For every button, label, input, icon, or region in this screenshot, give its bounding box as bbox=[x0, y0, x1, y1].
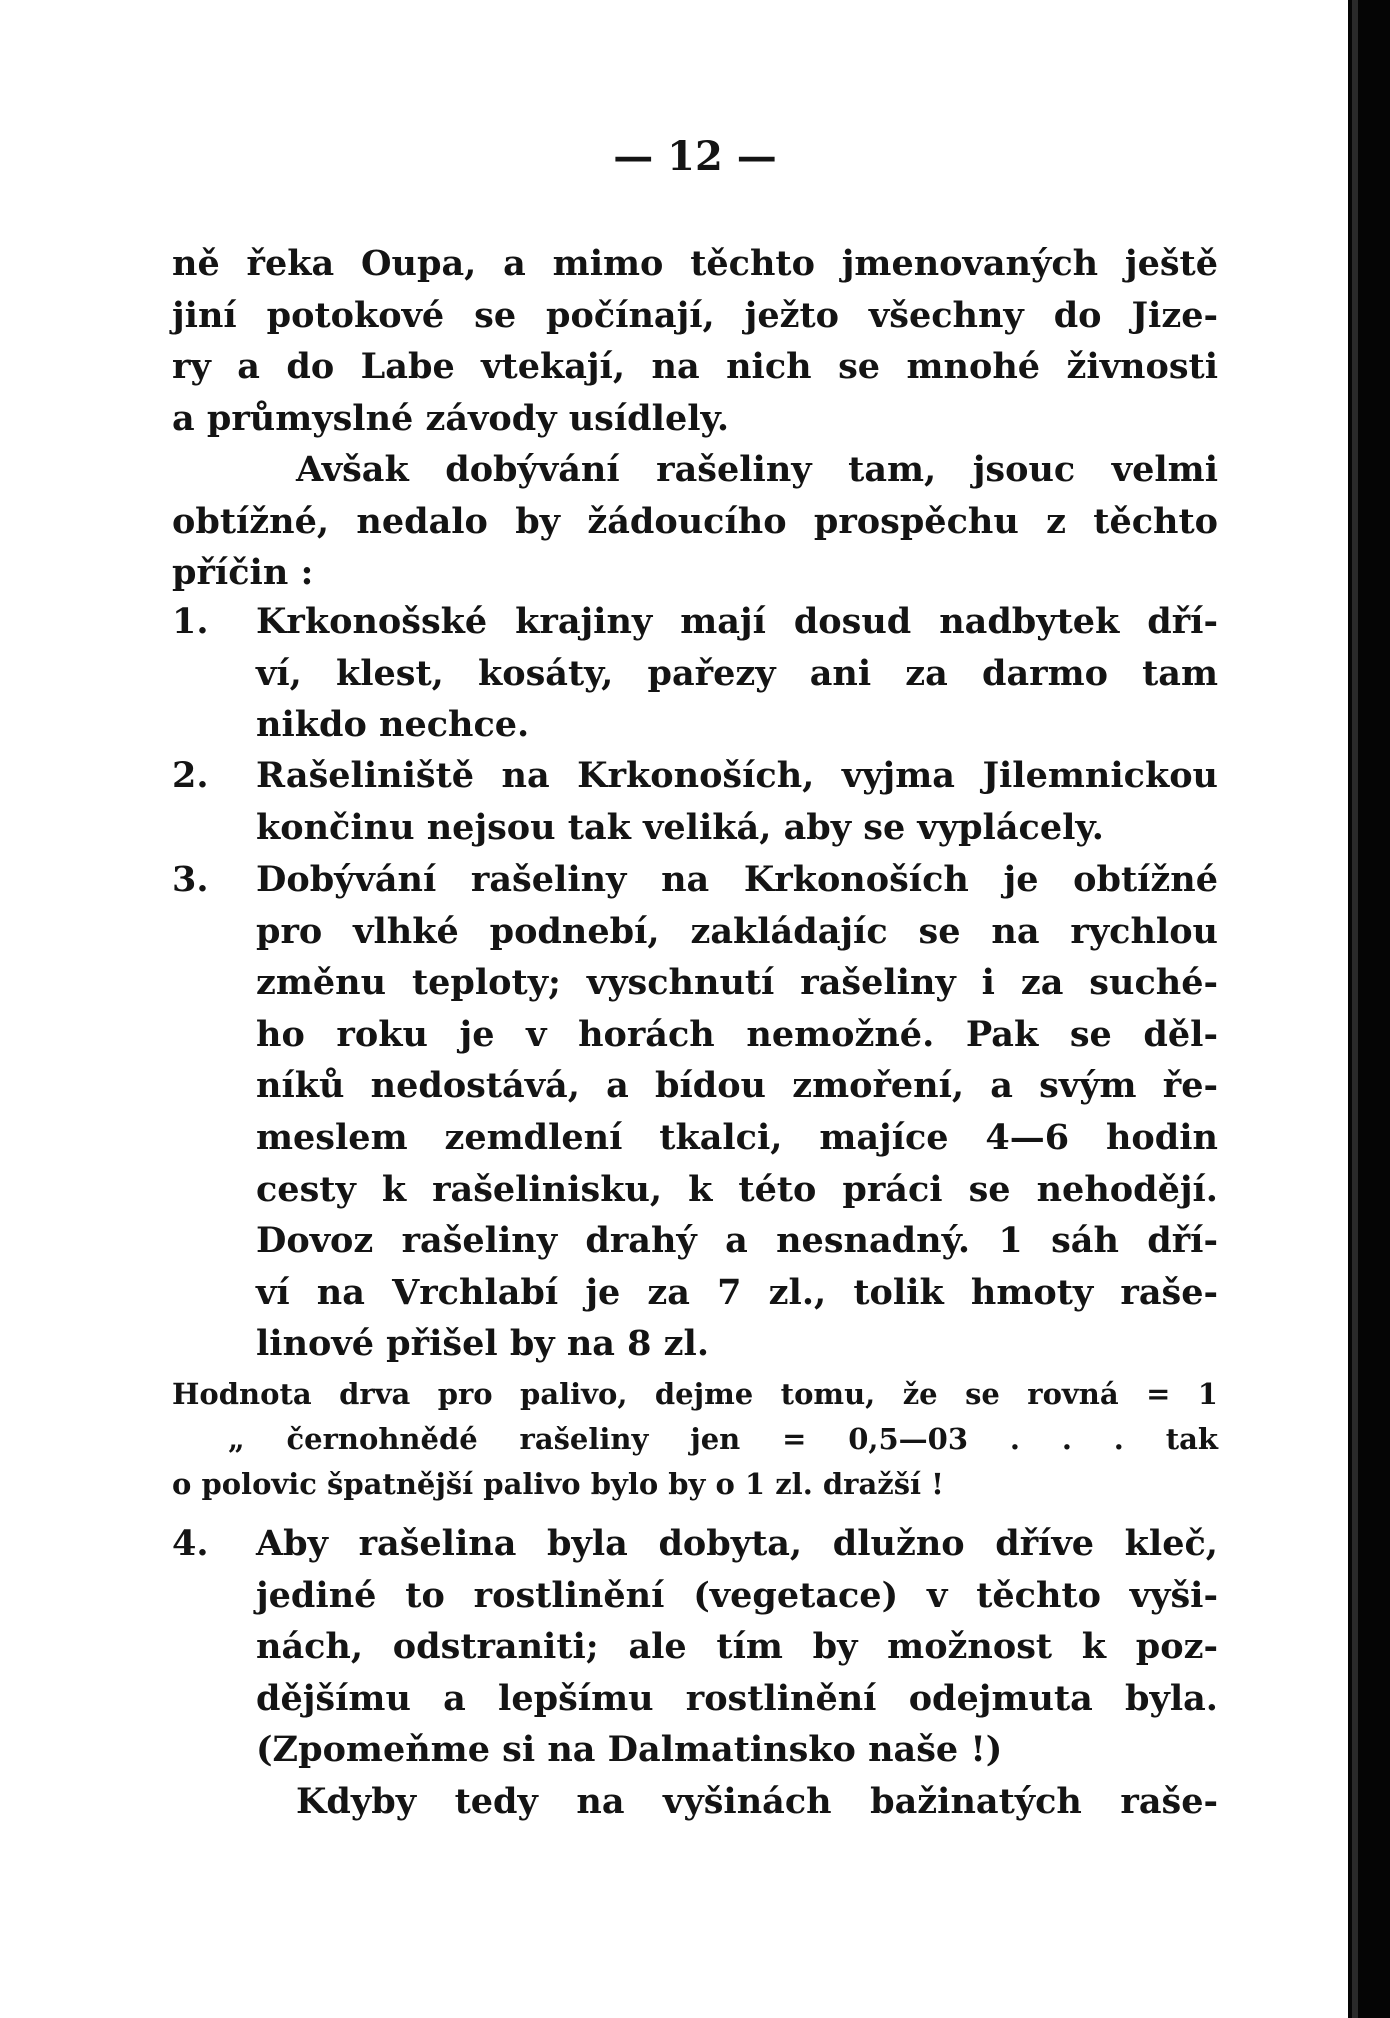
text-line: Rašeliniště na Krkonoších, vyjma Jilemnickou bbox=[256, 755, 1218, 796]
page-number: — 12 — bbox=[613, 133, 777, 180]
note-line: „ černohnědé rašeliny jen = 0,5—03 . . . tak bbox=[228, 1422, 1218, 1456]
list-item-4 bbox=[172, 1518, 1218, 1776]
text-line: pro vlhké podnebí, zakládajíc se na rychlou bbox=[256, 910, 1218, 952]
list-item-1 bbox=[172, 596, 1218, 751]
text-line: Dobývání rašeliny na Krkonoších je obtížné bbox=[256, 859, 1218, 900]
text-line: cesty k rašelinisku, k této práci se nehodějí. bbox=[256, 1168, 1218, 1210]
text-line: ně řeka Oupa, a mimo těchto jmenovaných ještě bbox=[172, 243, 1218, 284]
text-line: obtížné, nedalo by žádoucího prospěchu z těchto bbox=[172, 500, 1218, 542]
text-line: níků nedostává, a bídou zmoření, a svým ře- bbox=[256, 1065, 1218, 1107]
text-line: (Zpomeňme si na Dalmatinsko naše !) bbox=[256, 1729, 1003, 1771]
text-line: ho roku je v horách nemožné. Pak se děl- bbox=[256, 1013, 1218, 1055]
note-line: o polovic špatnější palivo bylo by o 1 zl. dražší ! bbox=[172, 1467, 944, 1501]
page-edge bbox=[1352, 0, 1358, 2018]
text-line: změnu teploty; vyschnutí rašeliny i za suché- bbox=[256, 962, 1218, 1004]
text-line: linové přišel by na 8 zl. bbox=[256, 1323, 710, 1365]
footnote bbox=[172, 1372, 1218, 1507]
list-number: 3. bbox=[172, 859, 209, 900]
text-line: dějšímu a lepšímu rostlinění odejmuta byla. bbox=[256, 1677, 1218, 1719]
text-line: Aby rašelina byla dobyta, dlužno dříve kleč, bbox=[256, 1523, 1218, 1564]
list-item-2 bbox=[172, 750, 1218, 853]
paragraph-1 bbox=[172, 238, 1218, 444]
text-line: ví, klest, kosáty, pařezy ani za darmo tam bbox=[256, 652, 1218, 694]
text-line: jiní potokové se počínají, ježto všechny do Jize- bbox=[172, 294, 1218, 336]
list-item-3 bbox=[172, 854, 1218, 1370]
list-number: 4. bbox=[172, 1523, 209, 1564]
text-line: jediné to rostlinění (vegetace) v těchto vyši- bbox=[256, 1574, 1218, 1616]
text-line: a průmyslné závody usídlely. bbox=[172, 397, 730, 439]
paragraph-last bbox=[172, 1776, 1218, 1828]
text-line: Dovoz rašeliny drahý a nesnadný. 1 sáh dří- bbox=[256, 1220, 1218, 1262]
text-line: ví na Vrchlabí je za 7 zl., tolik hmoty raše- bbox=[256, 1271, 1218, 1313]
note-line: Hodnota drva pro palivo, dejme tomu, že se rovná = 1 bbox=[172, 1377, 1218, 1411]
text-line: nách, odstraniti; ale tím by možnost k poz- bbox=[256, 1626, 1218, 1668]
text-line: Avšak dobývání rašeliny tam, jsouc velmi bbox=[296, 449, 1218, 490]
text-line: končinu nejsou tak veliká, aby se vyplácely. bbox=[256, 806, 1104, 848]
text-line: ry a do Labe vtekají, na nich se mnohé živnosti bbox=[172, 346, 1218, 388]
text-line: příčin : bbox=[172, 552, 314, 594]
text-line: Krkonošské krajiny mají dosud nadbytek dří- bbox=[256, 601, 1218, 642]
text-line: Kdyby tedy na vyšinách bažinatých raše- bbox=[296, 1781, 1218, 1822]
paragraph-2 bbox=[172, 444, 1218, 599]
list-number: 2. bbox=[172, 755, 209, 796]
text-line: nikdo nechce. bbox=[256, 704, 530, 746]
list-number: 1. bbox=[172, 601, 209, 642]
text-line: meslem zemdlení tkalci, majíce 4—6 hodin bbox=[256, 1116, 1218, 1158]
